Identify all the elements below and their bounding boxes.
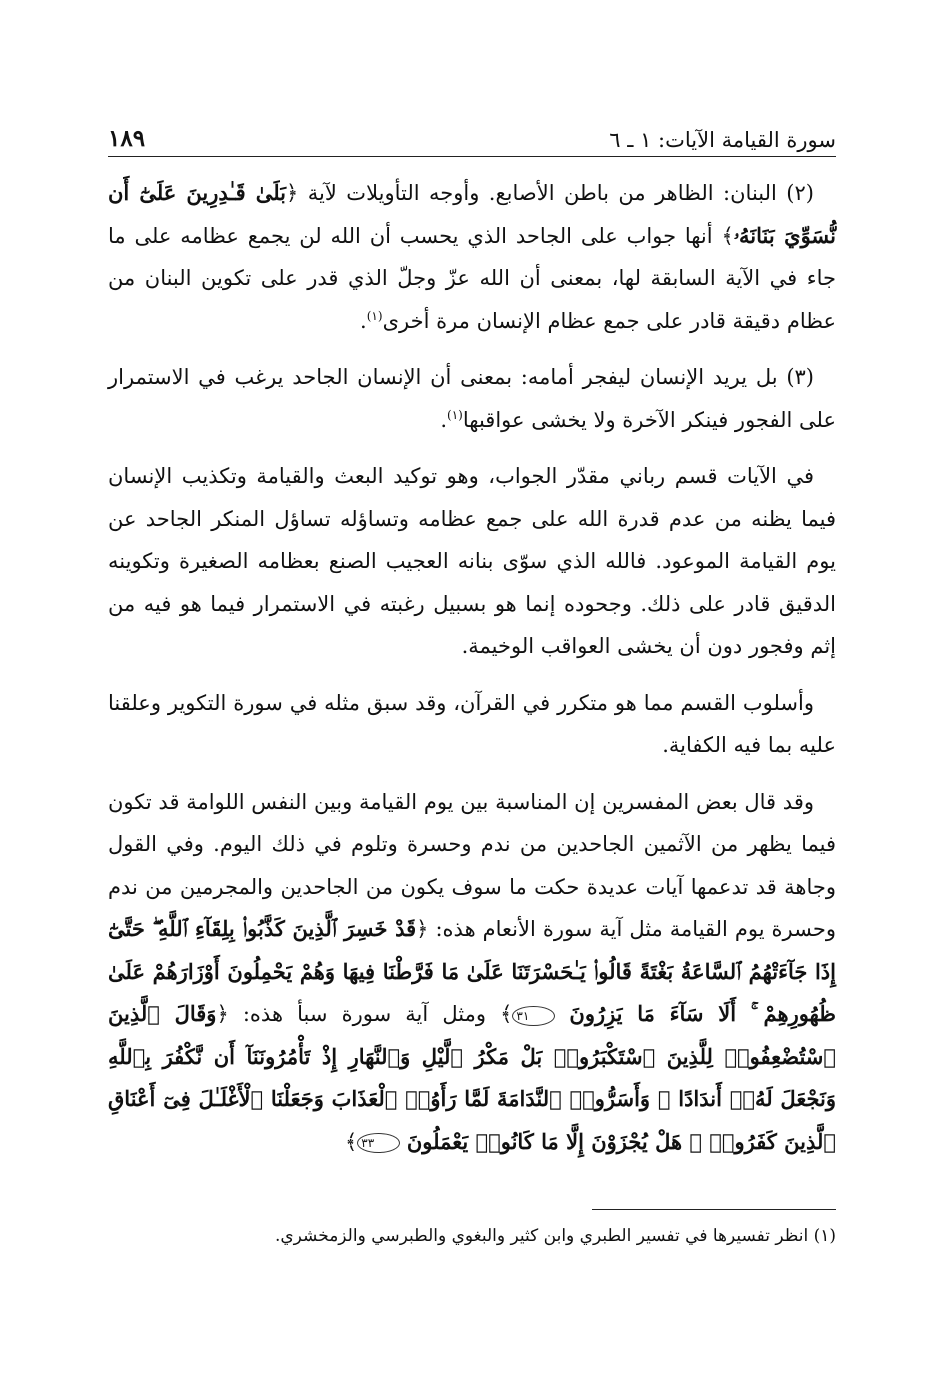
body-text: [108, 172, 836, 1163]
paragraph-oath-style: [108, 682, 836, 767]
footnote-marker: (١): [366, 308, 383, 323]
paragraph-text: (٢) البنان: الظاهر من باطن الأصابع. وأوجه التأويلات لآية: [307, 181, 814, 205]
period: .: [360, 308, 367, 333]
paragraph-text: (٣) بل يريد الإنسان ليفجر أمامه: بمعنى أن الإنسان الجاحد يرغب في الاستمرار على الفجور فينكر الآخرة ولا يخشى عواقبها: [108, 365, 836, 432]
quran-verse: بَلَىٰ قَـٰدِرِينَ عَلَىٰٓ أَن نُّسَوِّيَ بَنَانَهُۥ: [108, 180, 836, 248]
quran-close-bracket: ﴾: [721, 223, 734, 248]
quran-open-bracket: ﴿: [416, 917, 429, 941]
quran-open-bracket: ﴿: [216, 1002, 229, 1026]
ayah-number-badge: ٣٣: [357, 1133, 400, 1153]
quran-verse-saba: وَقَالَ ٱلَّذِينَ ٱسْتُضْعِفُوا۟ لِلَّذِينَ ٱسْتَكْبَرُوا۟ بَلْ مَكْرُ ٱلَّيْلِ وَٱلنَّهَارِ إِذْ تَأْمُرُونَنَآ أَن نَّكْفُرَ بِٱللَّهِ وَنَجْعَلَ لَهُۥٓ أَندَادًا ۚ وَأَسَرُّوا۟ ٱلنَّدَامَةَ لَمَّا رَأَوُا۟ ٱلْعَذَابَ وَجَعَلْنَا ٱلْأَغْلَـٰلَ فِىٓ أَعْنَاقِ ٱلَّذِينَ كَفَرُوا۟ ۚ هَلْ يُجْزَوْنَ إِلَّا مَا كَانُوا۟ يَعْمَلُونَ: [108, 1001, 836, 1154]
quran-open-bracket: ﴿: [286, 181, 299, 205]
quran-verse-anam: قَدْ خَسِرَ ٱلَّذِينَ كَذَّبُوا۟ بِلِقَآءِ ٱللَّهِ ۖ حَتَّىٰٓ إِذَا جَآءَتْهُمُ ٱلسَّاعَةُ بَغْتَةً قَالُوا۟ يَـٰحَسْرَتَنَا عَلَىٰ مَا فَرَّطْنَا فِيهَا وَهُمْ يَحْمِلُونَ أَوْزَارَهُمْ عَلَىٰ ظُهُورِهِمْ ۚ أَلَا سَآءَ مَا يَزِرُونَ: [108, 916, 836, 1026]
paragraph-bunan: [108, 172, 836, 342]
running-title: سورة القيامة الآيات: ١ ـ ٦: [609, 128, 836, 152]
paragraph-commentators: [108, 781, 836, 1164]
paragraph-text: ومثل آية سورة سبأ هذه:: [242, 1002, 486, 1026]
footnote-divider: [592, 1209, 836, 1210]
paragraph-text: في الآيات قسم رباني مقدّر الجواب، وهو توكيد البعث والقيامة وتكذيب الإنسان فيما يظنه من عدم قدرة الله على جمع عظامه وتساؤله تساؤل المنكر الجاحد عن يوم القيامة الموعود. فالله الذي سوّى بنانه العجيب الصنع بعظامه الصغيرة وتكوينه الدقيق قادر على ذلك. وجحوده إنما هو بسبيل رغبته في الاستمرار فيما هو فيه من إثم وفجور دون أن يخشى العواقب الوخيمة.: [108, 464, 836, 658]
paragraph-text: وأسلوب القسم مما هو متكرر في القرآن، وقد سبق مثله في سورة التكوير وعلقنا عليه بما فيه الكفاية.: [108, 690, 836, 757]
page-header: [108, 112, 836, 157]
footnote: (١) انظر تفسيرها في تفسير الطبري وابن كثير والبغوي والطبرسي والزمخشري.: [274, 1226, 836, 1246]
period: .: [440, 407, 448, 432]
paragraph-oath-explanation: [108, 455, 836, 668]
page-number: ١٨٩: [108, 125, 146, 152]
paragraph-text: وقد قال بعض المفسرين إن المناسبة بين يوم القيامة وبين النفس اللوامة قد تكون فيما يظهر من الآثمين الجاحدين من ندم وحسرة وتلوم في ذلك اليوم. وفي القول وجاهة قد تدعمها آيات عديدة حكت ما سوف يكون من الجاحدين والمجرمين من ندم وحسرة يوم القيامة مثل آية سورة الأنعام هذه:: [108, 789, 837, 941]
ayah-number-badge: ٣١: [512, 1006, 555, 1026]
paragraph-yafjur: [108, 356, 836, 441]
footnote-marker: (١): [447, 407, 463, 422]
quran-close-bracket: ﴾: [500, 1002, 513, 1026]
quran-close-bracket: ﴾: [344, 1129, 358, 1154]
paragraph-text: أنها جواب على الجاحد الذي يحسب أن الله لن يجمع عظامه على ما جاء في الآية السابقة لها، بمعنى أن الله عزّ وجلّ الذي قدر على تكوين البنان من عظام دقيقة قادر على جمع عظام الإنسان مرة أخرى: [108, 223, 836, 333]
